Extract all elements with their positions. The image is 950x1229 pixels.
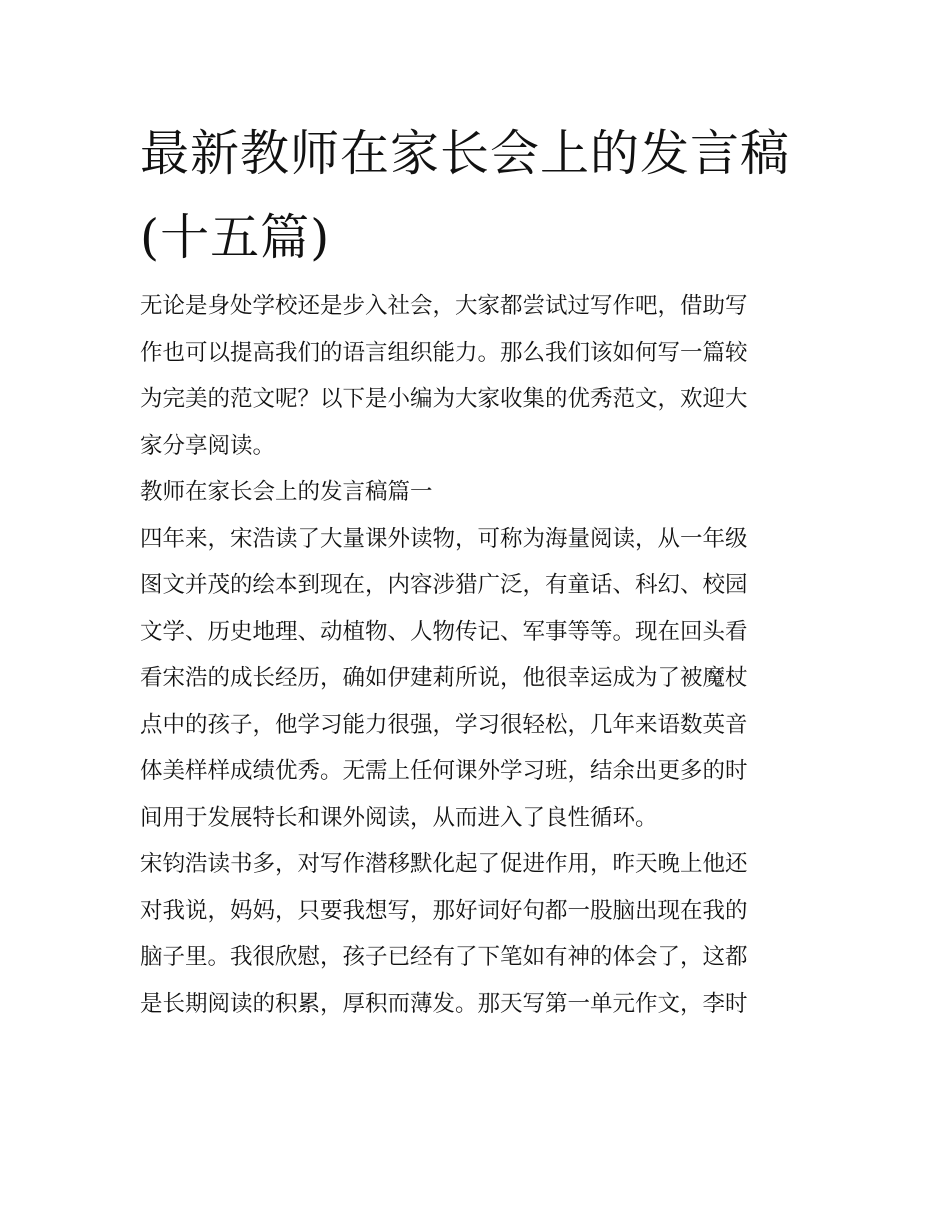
text-line: 点中的孩子，他学习能力很强，学习很轻松，几年来语数英音 bbox=[140, 711, 748, 738]
text-line: 脑子里。我很欣慰，孩子已经有了下笔如有神的体会了，这都 bbox=[140, 944, 748, 970]
intro-paragraph bbox=[140, 283, 815, 469]
title-line: (十五篇) bbox=[140, 209, 331, 266]
text-line: 图文并茂的绘本到现在，内容涉猎广泛，有童话、科幻、校园 bbox=[140, 572, 748, 598]
text-line: 为完美的范文呢？以下是小编为大家收集的优秀范文，欢迎大 bbox=[140, 386, 748, 412]
text-line: 看宋浩的成长经历，确如伊建莉所说，他很幸运成为了被魔杖 bbox=[140, 665, 748, 691]
document-title bbox=[140, 112, 815, 280]
title-line: 最新教师在家长会上的发言稿 bbox=[140, 125, 791, 182]
text-line: 家分享阅读。 bbox=[140, 432, 276, 459]
text-line: 宋钧浩读书多，对写作潜移默化起了促进作用，昨天晚上他还 bbox=[140, 851, 748, 877]
text-line: 体美样样成绩优秀。无需上任何课外学习班，结余出更多的时 bbox=[140, 758, 748, 784]
text-line: 对我说，妈妈，只要我想写，那好词好句都一股脑出现在我的 bbox=[140, 897, 748, 924]
body-paragraph-1 bbox=[140, 516, 815, 842]
text-line: 是长期阅读的积累，厚积而薄发。那天写第一单元作文，李时 bbox=[140, 990, 748, 1017]
document-page bbox=[140, 112, 815, 1027]
text-line: 间用于发展特长和课外阅读，从而进入了良性循环。 bbox=[140, 804, 658, 831]
text-line: 作也可以提高我们的语言组织能力。那么我们该如何写一篇较 bbox=[140, 339, 748, 366]
text-line: 文学、历史地理、动植物、人物传记、军事等等。现在回头看 bbox=[140, 618, 748, 645]
section-heading: 教师在家长会上的发言稿篇一 bbox=[140, 479, 433, 505]
text-line: 四年来，宋浩读了大量课外读物，可称为海量阅读，从一年级 bbox=[140, 525, 748, 552]
body-paragraph-2 bbox=[140, 841, 815, 1027]
text-line: 无论是身处学校还是步入社会，大家都尝试过写作吧，借助写 bbox=[140, 293, 748, 319]
